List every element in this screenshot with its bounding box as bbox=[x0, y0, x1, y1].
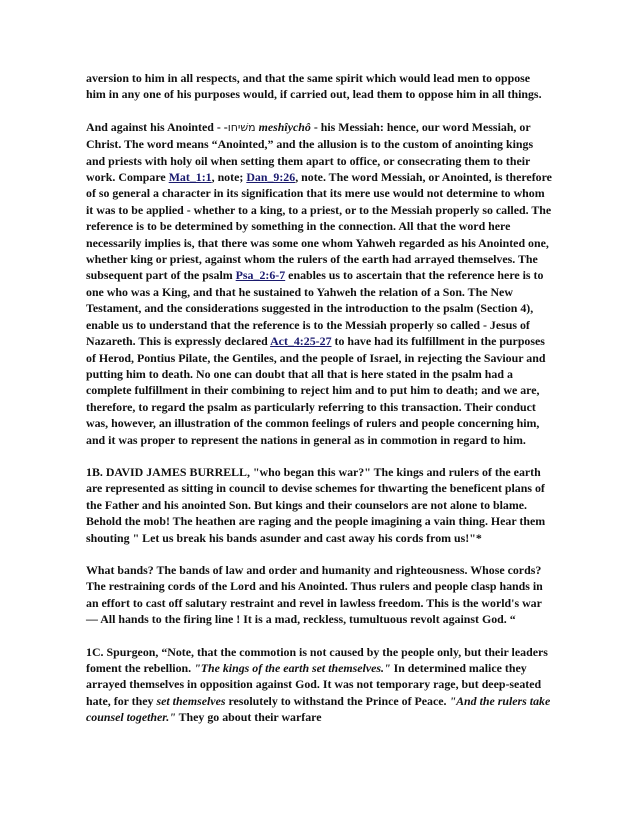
paragraph-burrell: 1B. DAVID JAMES BURRELL, "who began this war?" The kings and rulers of the earth are represented as sitting in council to devise schemes for thwarting the beneficent plans of the Father and his anointed Son. But kings and their counselors are not alone to blame. Behold the mob! The heathen are raging and the people imagining a vain thing. Hear them shouting " Let us break his bands asunder and cast away his cords from us!"* bbox=[86, 464, 546, 545]
quote-kings: "The kings of the earth set themselves." bbox=[194, 661, 391, 675]
text-segment: 1C. Spurgeon, “Note, that the commotion is not caused by the people only, but their leaders foment the rebellion. bbox=[86, 644, 548, 675]
scripture-link-psa-2-6-7[interactable]: Psa_2:6-7 bbox=[235, 268, 286, 283]
quote-set-themselves: set themselves bbox=[156, 693, 226, 708]
scripture-link-dan-9-26[interactable]: Dan_9:26 bbox=[246, 170, 296, 185]
text-segment: In determined malice they arrayed themselves in opposition against God. It was not temporary rage, but deep-seated hate, for they bbox=[86, 661, 542, 708]
document-page bbox=[86, 70, 552, 726]
text-segment: - his Messiah: hence, our word Messiah, or Christ. The word means “Anointed,” and the allusion is to the custom of anointing kings and priests with holy oil when setting them apart to office, or consecrating them to their work. Compare bbox=[86, 119, 534, 185]
text-segment: And against his Anointed - - bbox=[86, 119, 228, 134]
scripture-link-act-4-25-27[interactable]: Act_4:25-27 bbox=[270, 334, 332, 349]
text-segment: resolutely to withstand the Prince of Peace. bbox=[225, 693, 450, 708]
paragraph-aversion: aversion to him in all respects, and that the same spirit which would lead men to oppose him in any one of his purposes would, if carried out, lead them to oppose him in all things. bbox=[86, 71, 542, 102]
hebrew-word: משׁיחו bbox=[227, 120, 256, 134]
transliteration: meshîychô bbox=[258, 119, 311, 134]
text-segment: , note; bbox=[211, 170, 247, 185]
paragraph-what-bands: What bands? The bands of law and order and humanity and righteousness. Whose cords? The restraining cords of the Lord and his Anointed. Thus rulers and people clasp hands in an effort to cast off salutary restraint and revel in lawless freedom. This is the world's war — All hands to the firing line ! It is a mad, reckless, tumultuous revolt against God. “ bbox=[86, 562, 543, 627]
quote-rulers: "And the rulers take counsel together." bbox=[86, 693, 551, 725]
text-segment: They go about their warfare bbox=[175, 710, 322, 725]
paragraph-anointed bbox=[86, 119, 552, 448]
text-segment: to have had its fulfillment in the purposes of Herod, Pontius Pilate, the Gentiles, and the people of Israel, in rejecting the Saviour and putting him to death. No one can doubt that all that is here stated in the psalm had a complete fulfillment in their combining to reject him and to put him to death; and we are, therefore, to regard the psalm as particularly referring to this transaction. Their conduct was, however, an illustration of the common feelings of rulers and people concerning him, and it was proper to represent the nations in general as in commotion in regard to him. bbox=[86, 334, 546, 447]
text-segment: , note. The word Messiah, or Anointed, is therefore of so general a character in its signification that its mere use would not determine to whom it was to be applied - whether to a king, to a priest, or to the Messiah properly so called. The reference is to be determined by something in the connection. All that the word here necessarily implies is, that there was some one whom Yahweh regarded as his Anointed one, whether king or priest, against whom the rulers of the earth had arrayed themselves. The subsequent part of the psalm bbox=[86, 170, 552, 283]
paragraph-spurgeon bbox=[86, 644, 552, 726]
scripture-link-mat-1-1[interactable]: Mat_1:1 bbox=[168, 170, 212, 185]
text-segment: enables us to ascertain that the reference here is to one who was a King, and that he sustained to Yahweh the relation of a Son. The New Testament, and the considerations suggested in the introduction to the psalm (Section 4), enable us to understand that the reference is to the Messiah properly so called - Jesus of Nazareth. This is expressly declared bbox=[86, 268, 544, 349]
